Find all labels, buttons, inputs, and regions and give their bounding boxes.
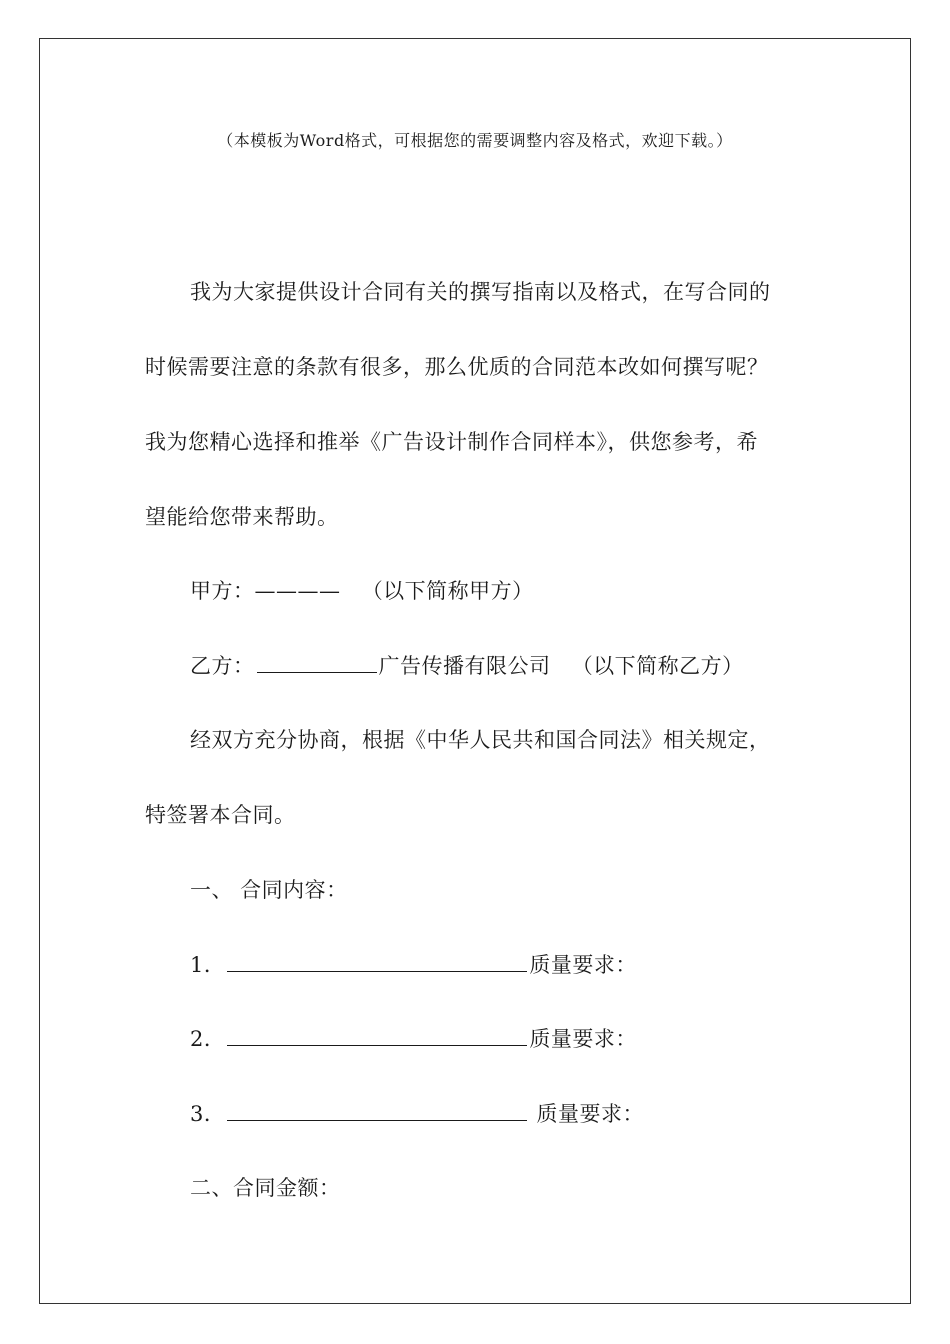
item-3 [190, 1098, 644, 1128]
preamble-line-1: 经双方充分协商，根据《中华人民共和国合同法》相关规定， [190, 728, 771, 752]
item-1-requirement: 质量要求： [529, 953, 637, 977]
preamble-line-2: 特签署本合同。 [145, 803, 296, 827]
intro-line-3: 我为您精心选择和推举《广告设计制作合同样本》，供您参考，希 [145, 430, 758, 454]
party-a-suffix: （以下简称甲方） [361, 579, 534, 603]
party-a-line [190, 575, 534, 605]
intro-line-4: 望能给您带来帮助。 [145, 505, 339, 529]
item-1 [190, 949, 637, 979]
item-2-blank [227, 1024, 527, 1046]
party-b-suffix: （以下简称乙方） [571, 654, 744, 678]
item-2-number: 2． [190, 1027, 226, 1051]
item-3-blank [227, 1099, 527, 1121]
item-1-blank [227, 950, 527, 972]
template-note: （本模板为Word格式，可根据您的需要调整内容及格式，欢迎下载。） [217, 131, 733, 150]
party-b-label: 乙方： [190, 654, 255, 678]
section-2-title: 二、合同金额： [190, 1176, 341, 1200]
item-1-number: 1． [190, 953, 226, 977]
party-b-company: 广告传播有限公司 [378, 654, 551, 678]
party-a-label: 甲方：———— [190, 579, 341, 603]
item-3-number: 3． [190, 1102, 226, 1126]
item-3-requirement: 质量要求： [529, 1102, 645, 1126]
intro-line-2: 时候需要注意的条款有很多，那么优质的合同范本改如何撰写呢？ [145, 355, 769, 379]
intro-line-1: 我为大家提供设计合同有关的撰写指南以及格式，在写合同的 [190, 280, 771, 304]
party-b-line [190, 650, 744, 680]
section-1-title: 一、 合同内容： [190, 878, 348, 902]
party-b-blank [257, 651, 377, 673]
item-2-requirement: 质量要求： [529, 1027, 637, 1051]
item-2 [190, 1023, 637, 1053]
